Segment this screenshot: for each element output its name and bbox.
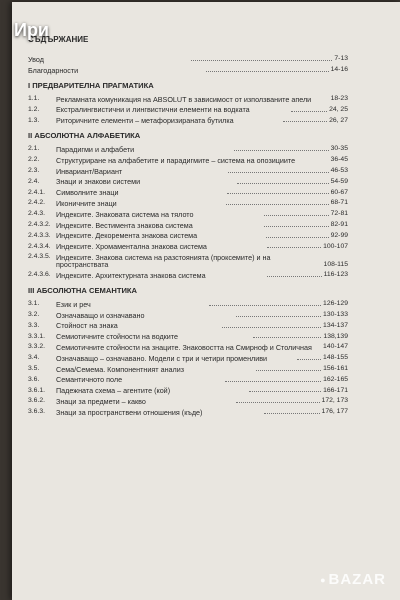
toc-row: 3.2. Означаващо и означавано 130-133 (28, 310, 348, 320)
toc-row: 2.1. Парадигми и алфабети 30-35 (28, 144, 348, 154)
toc-row: 3.3. Стойност на знака 134-137 (28, 321, 348, 331)
section-title: I ПРЕДВАРИТЕЛНА ПРАГМАТИКА (28, 81, 154, 90)
toc-row: 1.2. Екстралингвистични и лингвистични елементи на водката 24, 25 (28, 105, 348, 115)
toc-row: 2.4.3.3. Индексите. Декоремента знакова система 92-99 (28, 231, 349, 241)
toc-row: 2.4.3.2. Индексите. Вестимента знакова система 82-91 (28, 220, 348, 230)
toc-row-page: 7-13 (334, 55, 349, 63)
toc-row: 2.4. Знаци и знакови системи 54-59 (28, 177, 348, 187)
toc-heading: СЪДЪРЖАНИЕ (28, 35, 89, 44)
toc-row: 3.6. Семантичното поле 162-165 (28, 375, 349, 385)
toc-row-title: Увод (28, 55, 44, 64)
section-title: II АБСОЛЮТНА АЛФАБЕТИКА (28, 131, 141, 141)
toc-row (28, 56, 348, 63)
toc-row: 2.4.2. Иконичните знаци 68-71 (28, 198, 348, 208)
toc-row-title: Благодарности (28, 65, 79, 75)
toc-row (28, 67, 348, 74)
toc-row: 3.6.2. Знаци за предмети – какво 172, 173 (28, 396, 349, 406)
toc-row: 2.4.1. Символните знаци 60-67 (28, 188, 348, 198)
toc-row: 3.1. Език и реч 126-129 (28, 299, 348, 309)
toc-row: 2.4.3. Индексите. Знаковата система на тялото 72-81 (28, 209, 349, 219)
toc-row: 3.3.2. Семиотичните стойности на знаците. Знаковостта на Смирноф и Столичная 140-147 (28, 342, 348, 352)
toc-row: 3.3.1. Семиотичните стойности на водките 138,139 (28, 332, 348, 342)
table-of-contents (28, 36, 348, 420)
toc-row: 3.4. Означаващо – означавано. Модели с три и четири променливи 148-155 (28, 353, 348, 363)
toc-row: 1.1. Рекламната комуникация на ABSOLUT в зависимост от използваните апели 18-23 (28, 94, 348, 104)
toc-row: 1.3. Риторичните елементи – метафоризирaната бутилка 26, 27 (28, 116, 348, 126)
bazar-logo-icon: ● (320, 575, 327, 586)
toc-row: 2.3. Инвариант/Вариант 46-53 (28, 166, 348, 176)
toc-row: 3.6.3. Знаци за пространствени отношения (къде) 176, 177 (28, 407, 349, 417)
toc-row: 2.4.3.6. Индексите. Архитектурната знакова система 116-123 (28, 270, 349, 280)
bazar-watermark: ● BAZAR (320, 571, 386, 588)
toc-row-page: 14-16 (330, 66, 349, 74)
toc-row: 2.2. Структуриране на алфабетите и парадигмите – система на опозициите 36-45 (28, 155, 348, 165)
toc-row: 3.5. Сема/Семема. Компонентният анализ 156-161 (28, 364, 349, 374)
intro-list (28, 56, 348, 74)
section-title: III АБСОЛЮТНА СЕМАНТИКА (28, 286, 138, 296)
seller-name: Ири (14, 20, 49, 40)
toc-row: 2.4.3.5. Индексите. Знакова система на разстоянията (проксемите) и на пространствата 108-115 (28, 252, 348, 270)
toc-row: 3.6.1. Падежната схема – агентите (кой) 166-171 (28, 386, 349, 396)
toc-row: 2.4.3.4. Индексите. Хромаментална знакова система 100-107 (28, 242, 349, 252)
